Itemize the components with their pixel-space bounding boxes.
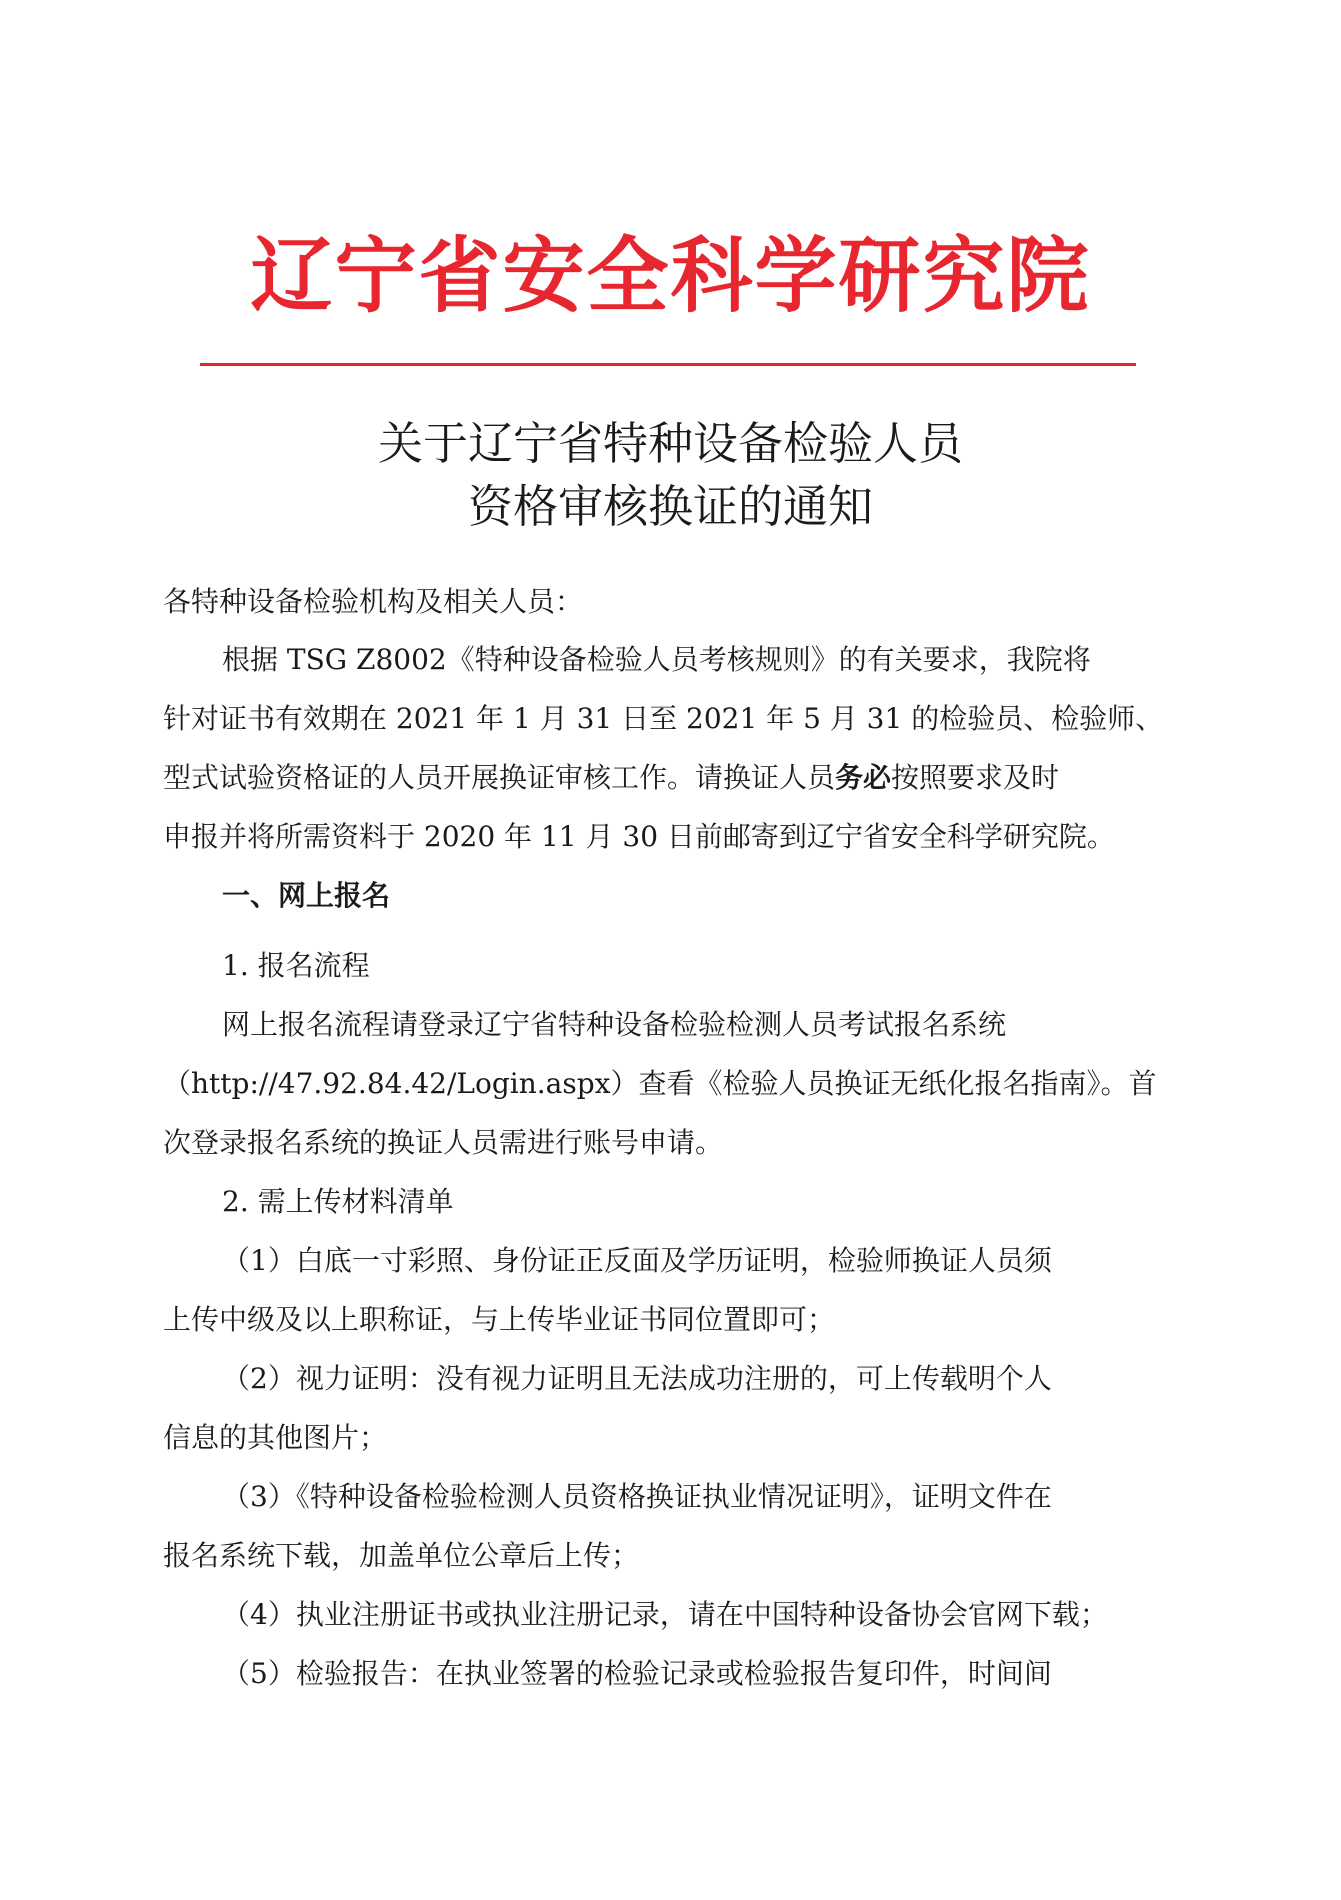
process-line-1: 网上报名流程请登录辽宁省特种设备检验检测人员考试报名系统 <box>222 1008 1007 1041</box>
item-1-line-1: （1）白底一寸彩照、身份证正反面及学历证明，检验师换证人员须 <box>222 1244 1052 1277</box>
intro-line-4: 申报并将所需资料于 2020 年 11 月 30 日前邮寄到辽宁省安全科学研究院。 <box>163 820 1115 853</box>
item-5-line-1: （5）检验报告：在执业签署的检验记录或检验报告复印件，时间间 <box>222 1657 1052 1690</box>
item-2-line-2: 信息的其他图片； <box>163 1421 388 1454</box>
notice-title-line-1: 关于辽宁省特种设备检验人员 <box>377 417 963 470</box>
item-3-line-1: （3）《特种设备检验检测人员资格换证执业情况证明》，证明文件在 <box>222 1480 1052 1513</box>
notice-title-line-2: 资格审核换证的通知 <box>467 480 873 533</box>
section-heading-online-registration: 一、网上报名 <box>222 879 391 912</box>
process-line-3: 次登录报名系统的换证人员需进行账号申请。 <box>163 1126 724 1159</box>
letterhead-divider <box>200 363 1136 366</box>
intro-line-3-part-1: 型式试验资格证的人员开展换证审核工作。请换证人员 <box>163 761 836 794</box>
org-letterhead-title: 辽宁省安全科学研究院 <box>250 229 1091 324</box>
item-1-line-2: 上传中级及以上职称证，与上传毕业证书同位置即可； <box>163 1303 836 1336</box>
intro-line-2: 针对证书有效期在 2021 年 1 月 31 日至 2021 年 5 月 31 的检验员、检验师、 <box>163 702 1164 735</box>
item-2-line-1: （2）视力证明：没有视力证明且无法成功注册的，可上传载明个人 <box>222 1362 1052 1395</box>
emphasis-must: 务必 <box>835 761 892 794</box>
intro-line-3-part-2: 按照要求及时 <box>891 761 1060 794</box>
item-4-line-1: （4）执业注册证书或执业注册记录，请在中国特种设备协会官网下载； <box>222 1598 1108 1631</box>
process-line-2: （http://47.92.84.42/Login.aspx）查看《检验人员换证无纸化报名指南》。首 <box>163 1067 1157 1100</box>
item-3-line-2: 报名系统下载，加盖单位公章后上传； <box>163 1539 640 1572</box>
salutation: 各特种设备检验机构及相关人员： <box>163 585 584 618</box>
intro-line-1: 根据 TSG Z8002《特种设备检验人员考核规则》的有关要求，我院将 <box>222 643 1091 676</box>
intro-line-3 <box>163 760 1173 796</box>
subsection-heading-registration-process: 1. 报名流程 <box>222 949 370 982</box>
subsection-heading-upload-list: 2. 需上传材料清单 <box>222 1185 454 1218</box>
notice-title <box>200 412 1141 538</box>
